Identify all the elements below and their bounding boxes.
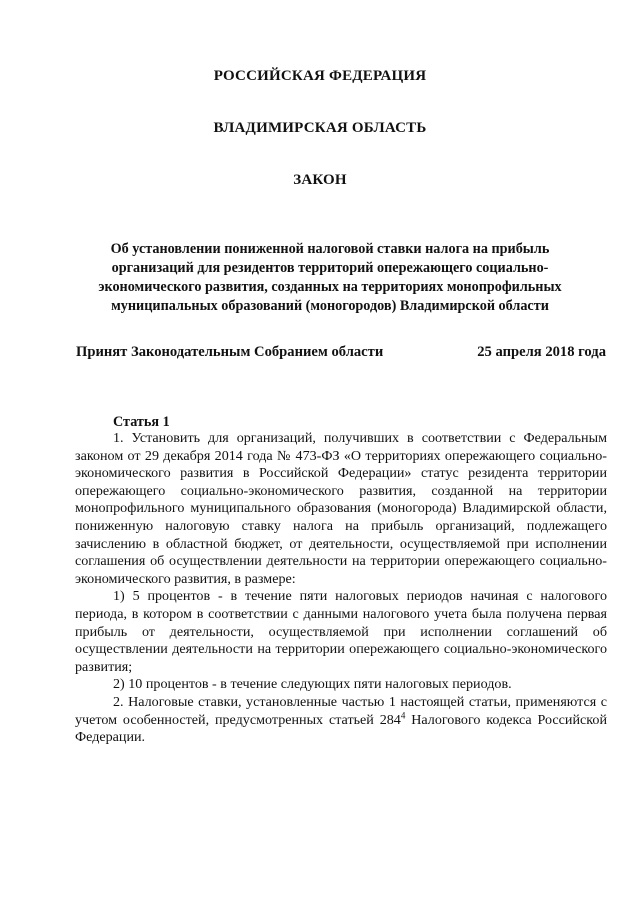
law-title-line: организаций для резидентов территорий опережающего социально- bbox=[111, 260, 549, 276]
law-title bbox=[80, 240, 580, 316]
article-paragraph: 1) 5 процентов - в течение пяти налоговых периодов начиная с налогового периода, в котором в соответствии с данными налогового учета была получена первая прибыль от деятельности, осуществляемой при исполнении соглашений об осуществлении деятельности на территории опережающего социально-экономического развития; bbox=[75, 588, 607, 675]
article-paragraph: 2) 10 процентов - в течение следующих пяти налоговых периодов. bbox=[113, 676, 512, 693]
adopted-by-text: Принят Законодательным Собранием области bbox=[76, 344, 384, 360]
article-body bbox=[75, 430, 607, 747]
region-heading: ВЛАДИМИРСКАЯ ОБЛАСТЬ bbox=[213, 120, 427, 136]
law-title-line: Об установлении пониженной налоговой ставки налога на прибыль bbox=[110, 241, 550, 257]
article-heading: Статья 1 bbox=[113, 414, 170, 430]
document-type-heading: ЗАКОН bbox=[293, 172, 347, 188]
adoption-date: 25 апреля 2018 года bbox=[477, 344, 606, 360]
paragraph-text: Налогового кодекса Российской Федерации. bbox=[75, 711, 607, 746]
article-paragraph bbox=[75, 694, 607, 747]
law-title-line: муниципальных образований (моногородов) Владимирской области bbox=[111, 298, 549, 314]
article-paragraph: 1. Установить для организаций, получивших в соответствии с Федеральным законом от 29 декабря 2014 года № 473-ФЗ «О территориях опережающего социально-экономического развития в Российской Федерации» статус резидента территории опережающего социально-экономического развития, созданной на территории монопрофильного муниципального образования (моногорода) Владимирской области, пониженную налоговую ставку налога на прибыль организаций, подлежащего зачислению в областной бюджет, от деятельности, осуществляемой при исполнении соглашения об осуществлении деятельности на территории опережающего социально-экономического развития, в размере: bbox=[75, 430, 607, 587]
paragraph-text: 2. Налоговые ставки, установленные частью 1 настоящей статьи, применяются с учетом особенностей, предусмотренных статьей 284 bbox=[75, 693, 607, 728]
law-title-line: экономического развития, созданных на территориях монопрофильных bbox=[98, 279, 562, 295]
country-heading: РОССИЙСКАЯ ФЕДЕРАЦИЯ bbox=[213, 68, 427, 84]
superscript-number: 4 bbox=[400, 709, 406, 720]
